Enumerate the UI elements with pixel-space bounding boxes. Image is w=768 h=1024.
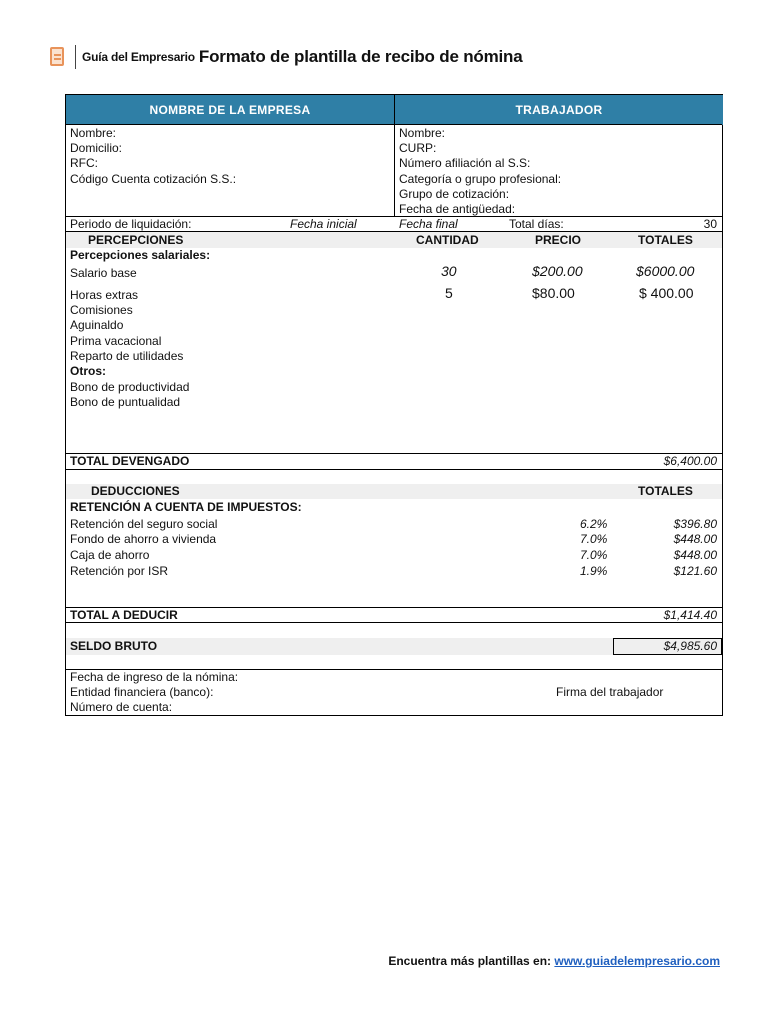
company-rfc-label: RFC: — [70, 156, 98, 170]
company-name-label: Nombre: — [70, 126, 117, 140]
worker-name-label: Nombre: — [399, 126, 446, 140]
deduction-item-total: $121.60 — [673, 564, 717, 578]
perception-item-label: Comisiones — [70, 303, 133, 317]
deduction-item-total: $448.00 — [673, 532, 717, 546]
deductions-total-header: TOTALES — [638, 484, 693, 498]
account-number-label: Número de cuenta: — [70, 700, 173, 714]
page-title: Formato de plantilla de recibo de nómina — [198, 47, 523, 66]
perception-item-label: Reparto de utilidades — [70, 349, 184, 363]
perception-item-total: $ 400.00 — [639, 285, 694, 301]
deduction-item-total: $396.80 — [673, 517, 717, 531]
perception-item-price: $80.00 — [532, 285, 575, 301]
footer-text: Encuentra más plantillas en: — [388, 954, 552, 968]
perception-item-total: $6000.00 — [636, 263, 695, 279]
deduction-item-total: $448.00 — [673, 548, 717, 562]
perception-item-label: Aguinaldo — [70, 318, 124, 332]
deduction-item-rate: 7.0% — [580, 532, 608, 546]
total-accrued-value: $6,400.00 — [663, 454, 717, 468]
footer-link[interactable]: www.guiadelempresario.com — [554, 954, 720, 968]
brand-name: Guía del Empresario — [82, 50, 195, 64]
period-label: Periodo de liquidación: — [70, 217, 192, 231]
other-perception-label: Bono de puntualidad — [70, 395, 181, 409]
deduction-item-label: Fondo de ahorro a vivienda — [70, 532, 217, 546]
deduction-item-label: Retención del seguro social — [70, 517, 218, 531]
total-accrued-label: TOTAL DEVENGADO — [70, 454, 190, 468]
worker-seniority-label: Fecha de antigüedad: — [399, 202, 516, 216]
worker-signature-label: Firma del trabajador — [556, 685, 664, 699]
perception-item-label: Prima vacacional — [70, 334, 162, 348]
footer — [388, 954, 720, 968]
total-days-value: 30 — [703, 217, 717, 231]
deductions-heading: DEDUCCIONES — [91, 484, 180, 498]
perception-item-label: Horas extras — [70, 288, 139, 302]
company-address-label: Domicilio: — [70, 141, 123, 155]
perception-item-label: Salario base — [70, 266, 137, 280]
worker-heading: TRABAJADOR — [395, 95, 723, 125]
perceptions-price-header: PRECIO — [535, 233, 582, 247]
worker-ss-number-label: Número afiliación al S.S: — [399, 156, 531, 170]
perception-item-qty: 5 — [445, 285, 453, 301]
document-logo-icon — [48, 46, 66, 68]
perceptions-total-header: TOTALES — [638, 233, 693, 247]
deduction-item-rate: 6.2% — [580, 517, 608, 531]
perceptions-heading: PERCEPCIONES — [88, 233, 184, 247]
gross-label: SELDO BRUTO — [70, 639, 158, 653]
worker-group-label: Grupo de cotización: — [399, 187, 510, 201]
perception-item-price: $200.00 — [532, 263, 583, 279]
deduction-item-label: Caja de ahorro — [70, 548, 150, 562]
total-deduct-value: $1,414.40 — [663, 608, 717, 622]
bank-label: Entidad financiera (banco): — [70, 685, 214, 699]
worker-category-label: Categoría o grupo profesional: — [399, 172, 562, 186]
period-start: Fecha inicial — [290, 217, 357, 231]
tax-retention-heading: RETENCIÓN A CUENTA DE IMPUESTOS: — [70, 500, 302, 514]
header-divider — [75, 45, 76, 69]
deduction-item-rate: 1.9% — [580, 564, 608, 578]
salary-perceptions-heading: Percepciones salariales: — [70, 248, 211, 262]
gross-value: $4,985.60 — [663, 639, 717, 653]
company-heading: NOMBRE DE LA EMPRESA — [66, 95, 394, 125]
perceptions-qty-header: CANTIDAD — [416, 233, 479, 247]
period-end: Fecha final — [399, 217, 458, 231]
perception-item-qty: 30 — [441, 263, 457, 279]
document-header — [48, 44, 522, 70]
other-perception-label: Bono de productividad — [70, 380, 190, 394]
company-ss-account-label: Código Cuenta cotización S.S.: — [70, 172, 237, 186]
deduction-item-label: Retención por ISR — [70, 564, 169, 578]
others-heading: Otros: — [70, 364, 106, 378]
deduction-item-rate: 7.0% — [580, 548, 608, 562]
payroll-date-label: Fecha de ingreso de la nómina: — [70, 670, 239, 684]
total-days-label: Total días: — [509, 217, 564, 231]
worker-curp-label: CURP: — [399, 141, 437, 155]
total-deduct-label: TOTAL A DEDUCIR — [70, 608, 178, 622]
payroll-receipt-form — [65, 94, 723, 716]
